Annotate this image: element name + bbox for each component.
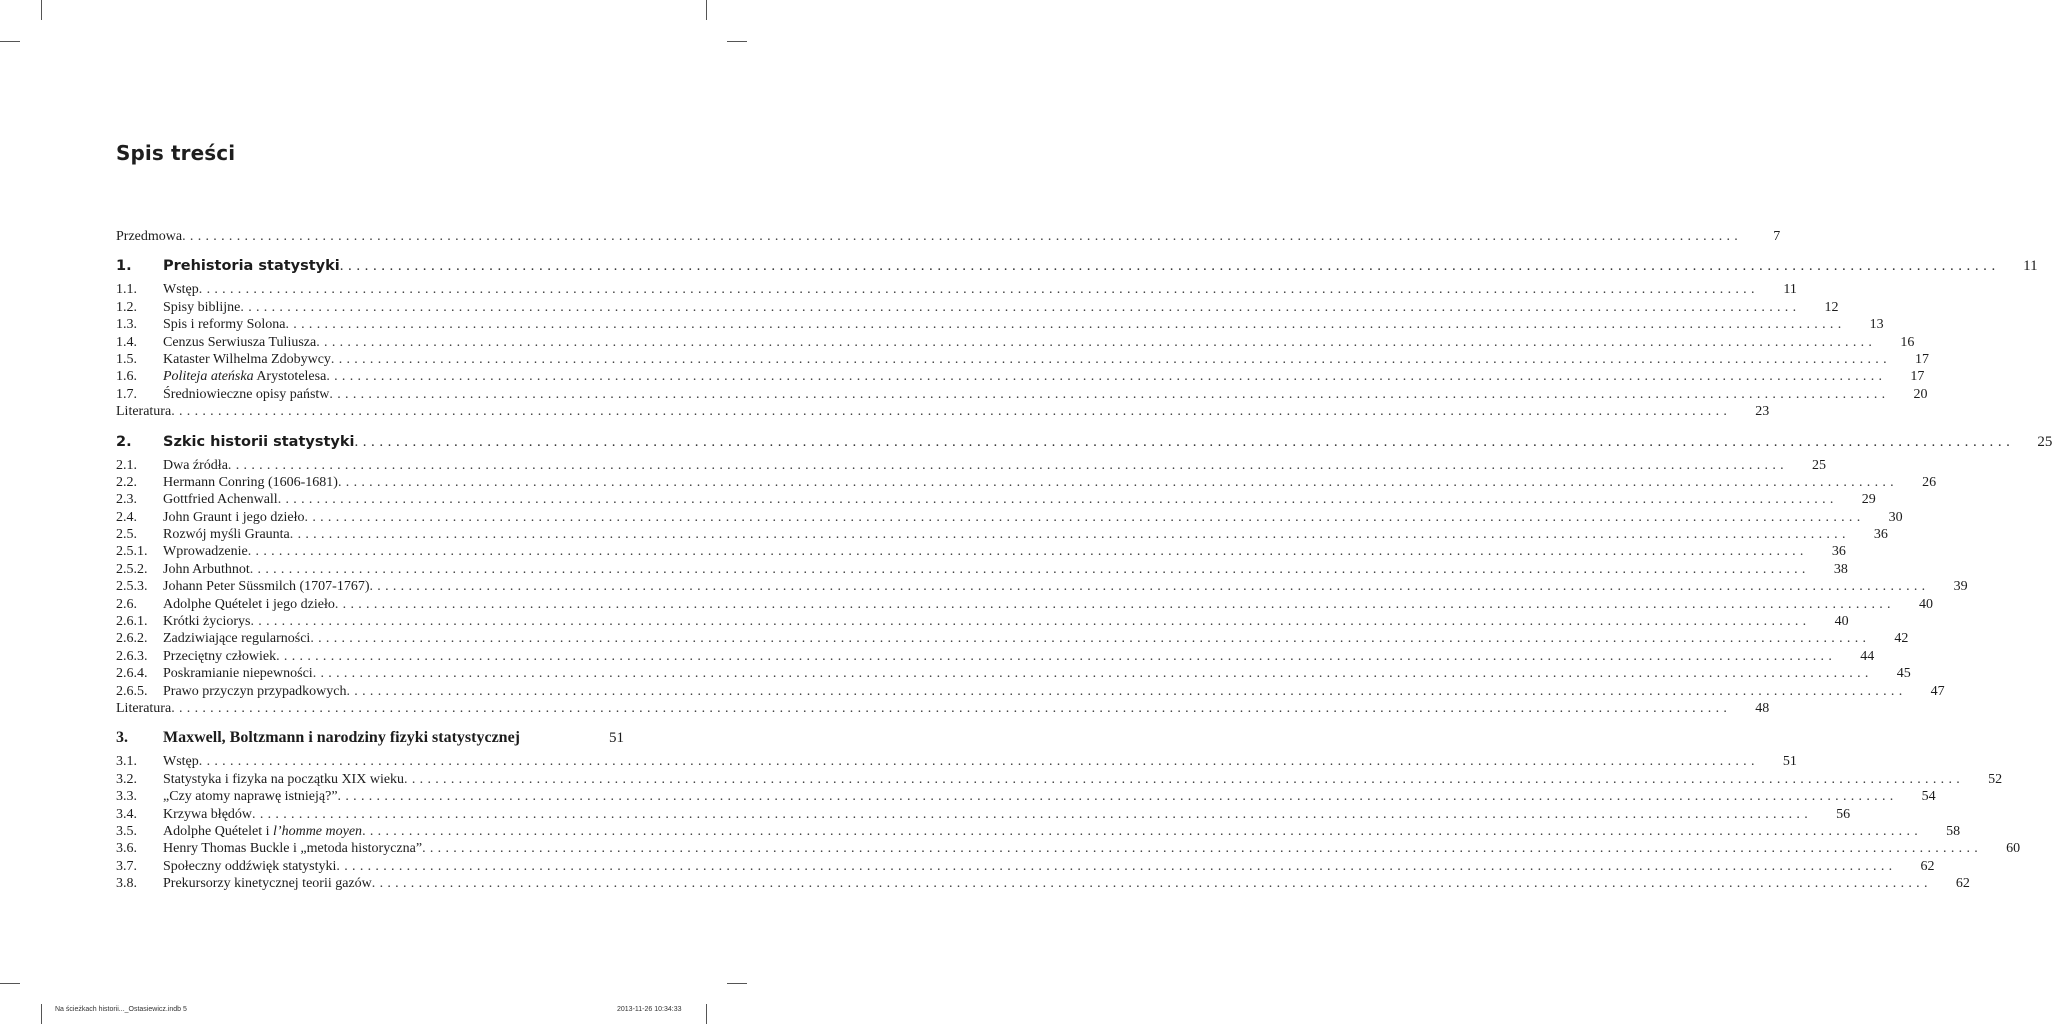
entry-title-text: Średniowieczne opisy państw	[163, 386, 330, 402]
page-number: 60	[2006, 841, 2021, 857]
page-number: 36	[1831, 544, 1846, 560]
dot-leader: . . . . . . . . . . . . . . . . . . . . . . . . . . . . . . . . . . . . . . . . . . . . . . . . . . . . . . . . . . . . . . . . . . . . . . . . . . . . . . . . . . . . . . . . . . . . . . . . . . . . . . . . . . . . . . . . . . . . . . . . . . . . . . . . . . . . . . . . . . . . . . . . . . . . . . . . . . . . . . . . . . . . . . . . . . . . . . . . . . . . . . . . . . . . . . . . . . . . . . . .	[337, 474, 1895, 490]
entry-title	[163, 648, 276, 665]
entry-title	[163, 771, 404, 788]
crop-mark	[706, 0, 707, 20]
toc-entry	[116, 771, 2003, 788]
entry-title	[163, 526, 290, 543]
entry-title-text: Prawo przyczyn przypadkowych	[163, 683, 347, 699]
entry-title	[163, 613, 250, 630]
entry-title	[163, 368, 326, 385]
entry-title	[163, 806, 252, 823]
dot-leader: . . . . . . . . . . . . . . . . . . . . . . . . . . . . . . . . . . . . . . . . . . . . . . . . . . . . . . . . . . . . . . . . . . . . . . . . . . . . . . . . . . . . . . . . . . . . . . . . . . . . . . . . . . . . . . . . . . . . . . . . . . . . . . . . . . . . . . . . . . . . . . . . . . . . . . . . . . . . . . . . . . . . . . . . . . . . . . . . . . . . . . . . . . . . . . . . . . . . . . . .	[171, 700, 1728, 716]
dot-leader: . . . . . . . . . . . . . . . . . . . . . . . . . . . . . . . . . . . . . . . . . . . . . . . . . . . . . . . . . . . . . . . . . . . . . . . . . . . . . . . . . . . . . . . . . . . . . . . . . . . . . . . . . . . . . . . . . . . . . . . . . . . . . . . . . . . . . . . . . . . . . . . . . . . . . . . . . . . . . . . . . . . . . . . . . . . . . . . . . . . . . . . . . . . . . . . . . . . . . . . .	[336, 858, 1893, 874]
toc-entry	[116, 578, 1968, 595]
page-number: 26	[1922, 474, 1937, 490]
entry-number: 1.1.	[116, 282, 137, 298]
entry-number: 1.	[116, 258, 132, 275]
toc-entry	[116, 386, 1928, 403]
page-number: 40	[1918, 596, 1933, 612]
toc-entry-intro	[116, 228, 1781, 245]
entry-number: 3.6.	[116, 841, 137, 857]
dot-leader: . . . . . . . . . . . . . . . . . . . . . . . . . . . . . . . . . . . . . . . . . . . . . . . . . . . . . . . . . . . . . . . . . . . . . . . . . . . . . . . . . . . . . . . . . . . . . . . . . . . . . . . . . . . . . . . . . . . . . . . . . . . . . . . . . . . . . . . . . . . . . . . . . . . . . . . . . . . . . . . . . . . . . . . . . . . . . . . . . . . . . . . . . . . . . . . . . . . . . . . .	[198, 282, 1755, 298]
page-number: 51	[609, 730, 624, 747]
entry-number: 2.2.	[116, 474, 137, 490]
dot-leader: . . . . . . . . . . . . . . . . . . . . . . . . . . . . . . . . . . . . . . . . . . . . . . . . . . . . . . . . . . . . . . . . . . . . . . . . . . . . . . . . . . . . . . . . . . . . . . . . . . . . . . . . . . . . . . . . . . . . . . . . . . . . . . . . . . . . . . . . . . . . . . . . . . . . . . . . . . . . . . . . . . . . . . . . . . . . . . . . . . . . . . . . . . . . . . . . . . . . . . . .	[276, 648, 1833, 664]
entry-number: 3.8.	[116, 876, 137, 892]
dot-leader: . . . . . . . . . . . . . . . . . . . . . . . . . . . . . . . . . . . . . . . . . . . . . . . . . . . . . . . . . . . . . . . . . . . . . . . . . . . . . . . . . . . . . . . . . . . . . . . . . . . . . . . . . . . . . . . . . . . . . . . . . . . . . . . . . . . . . . . . . . . . . . . . . . . . . . . . . . . . . . . . . . . . . . . . . . . . . . . . . . . . . . . . . . . . . . . . . . . . . . . .	[346, 683, 1903, 699]
page-number: 40	[1834, 614, 1849, 630]
dot-leader: . . . . . . . . . . . . . . . . . . . . . . . . . . . . . . . . . . . . . . . . . . . . . . . . . . . . . . . . . . . . . . . . . . . . . . . . . . . . . . . . . . . . . . . . . . . . . . . . . . . . . . . . . . . . . . . . . . . . . . . . . . . . . . . . . . . . . . . . . . . . . . . . . . . . . . . . . . . . . . . . . . . . . . . . . . . . . . . . . . . . . . . . . . . . . . . . . . . . . . . .	[277, 492, 1834, 508]
dot-leader: . . . . . . . . . . . . . . . . . . . . . . . . . . . . . . . . . . . . . . . . . . . . . . . . . . . . . . . . . . . . . . . . . . . . . . . . . . . . . . . . . . . . . . . . . . . . . . . . . . . . . . . . . . . . . . . . . . . . . . . . . . . . . . . . . . . . . . . . . . . . . . . . . . . . . . . . . . . . . . . . . . . . . . . . . . . . . . . . . . . . . . . . . . . . . . . . . . . . . . . .	[240, 299, 1797, 315]
toc-entry	[116, 561, 1848, 578]
entry-title	[163, 727, 588, 749]
page-number: 7	[1773, 229, 1781, 244]
entry-number: 2.	[116, 433, 132, 450]
entry-title-text: Poskramianie niepewności	[163, 666, 313, 682]
entry-number: 3.4.	[116, 806, 137, 822]
crop-mark	[0, 41, 20, 42]
entry-title	[163, 788, 338, 805]
dot-leader: . . . . . . . . . . . . . . . . . . . . . . . . . . . . . . . . . . . . . . . . . . . . . . . . . . . . . . . . . . . . . . . . . . . . . . . . . . . . . . . . . . . . . . . . . . . . . . . . . . . . . . . . . . . . . . . . . . . . . . . . . . . . . . . . . . . . . . . . . . . . . . . . . . . . . . . . . . . . . . . . . . . . . . . . . . . . . . . . . . . . . . . . . . . . . . . . . . . . . . . .	[182, 229, 1739, 244]
toc-entry	[116, 526, 1888, 543]
dot-leader: . . . . . . . . . . . . . . . . . . . . . . . . . . . . . . . . . . . . . . . . . . . . . . . . . . . . . . . . . . . . . . . . . . . . . . . . . . . . . . . . . . . . . . . . . . . . . . . . . . . . . . . . . . . . . . . . . . . . . . . . . . . . . . . . . . . . . . . . . . . . . . . . . . . . . . . . . . . . . . . . . . . . . . . . . . . . . . . . . . . . . . . . . . . . . . . . . . . . . . . .	[339, 258, 1996, 275]
crop-mark	[41, 0, 42, 20]
entry-title	[163, 578, 369, 595]
entry-title-text: Kataster Wilhelma Zdobywcy	[163, 351, 331, 367]
page-number: 47	[1930, 683, 1945, 699]
toc-entry	[116, 299, 1839, 316]
entry-number: 2.5.3.	[116, 579, 148, 595]
entry-title-text: Wstęp	[163, 282, 199, 298]
entry-title	[163, 875, 372, 892]
entry-title	[163, 491, 278, 508]
footer-timestamp: 2013-11-26 10:34:33	[617, 1006, 682, 1013]
entry-title-text: Gottfried Achenwall	[163, 492, 278, 508]
dot-leader: . . . . . . . . . . . . . . . . . . . . . . . . . . . . . . . . . . . . . . . . . . . . . . . . . . . . . . . . . . . . . . . . . . . . . . . . . . . . . . . . . . . . . . . . . . . . . . . . . . . . . . . . . . . . . . . . . . . . . . . . . . . . . . . . . . . . . . . . . . . . . . . . . . . . . . . . . . . . . . . . . . . . . . . . . . . . . . . . . . . . . . . . . . . . . . . . . . . . . . . .	[404, 771, 1961, 787]
page-number: 56	[1836, 806, 1851, 822]
dot-leader: . . . . . . . . . . . . . . . . . . . . . . . . . . . . . . . . . . . . . . . . . . . . . . . . . . . . . . . . . . . . . . . . . . . . . . . . . . . . . . . . . . . . . . . . . . . . . . . . . . . . . . . . . . . . . . . . . . . . . . . . . . . . . . . . . . . . . . . . . . . . . . . . . . . . . . . . . . . . . . . . . . . . . . . . . . . . . . . . . . . . . . . . . . . . . . . . . . . . . . . .	[337, 789, 1894, 805]
toc-entry-literature	[116, 700, 1770, 717]
page-number: 29	[1861, 492, 1876, 508]
toc-entry	[116, 334, 1915, 351]
entry-title-text: Literatura	[116, 700, 172, 716]
entry-title-text: „Czy atomy naprawę istnieją?”	[163, 789, 338, 805]
dot-leader: . . . . . . . . . . . . . . . . . . . . . . . . . . . . . . . . . . . . . . . . . . . . . . . . . . . . . . . . . . . . . . . . . . . . . . . . . . . . . . . . . . . . . . . . . . . . . . . . . . . . . . . . . . . . . . . . . . . . . . . . . . . . . . . . . . . . . . . . . . . . . . . . . . . . . . . . . . . . . . . . . . . . . . . . . . . . . . . . . . . . . . . . . . . . . . . . . . . . . . . .	[285, 317, 1842, 333]
entry-title	[163, 509, 305, 526]
dot-leader: . . . . . . . . . . . . . . . . . . . . . . . . . . . . . . . . . . . . . . . . . . . . . . . . . . . . . . . . . . . . . . . . . . . . . . . . . . . . . . . . . . . . . . . . . . . . . . . . . . . . . . . . . . . . . . . . . . . . . . . . . . . . . . . . . . . . . . . . . . . . . . . . . . . . . . . . . . . . . . . . . . . . . . . . . . . . . . . . . . . . . . . . . . . . . . . . . . . . . . . .	[198, 754, 1755, 770]
page-number: 44	[1860, 648, 1875, 664]
entry-number: 2.6.1.	[116, 614, 148, 630]
page-number: 36	[1873, 527, 1888, 543]
toc-entry	[116, 457, 1827, 474]
page-number: 20	[1913, 386, 1928, 402]
entry-title-text: Statystyka i fizyka na początku XIX wieku	[163, 771, 405, 787]
page-number: 16	[1900, 334, 1915, 350]
entry-title-italic: Politeja ateńska	[163, 369, 254, 385]
toc-entry	[116, 788, 1936, 805]
page-number: 39	[1953, 579, 1968, 595]
entry-number: 3.5.	[116, 823, 137, 839]
entry-title-text: Prehistoria statystyki	[163, 258, 340, 275]
entry-title	[163, 316, 286, 333]
entry-number: 3.3.	[116, 789, 137, 805]
entry-title-text: Adolphe Quételet i jego dzieło	[163, 596, 335, 612]
entry-number: 2.3.	[116, 492, 137, 508]
entry-title-text: Szkic historii statystyki	[163, 433, 355, 450]
entry-title	[163, 431, 354, 453]
entry-title-text: Społeczny oddźwięk statystyki	[163, 858, 337, 874]
page-number: 62	[1955, 876, 1970, 892]
entry-title	[163, 823, 362, 840]
entry-number: 1.3.	[116, 317, 137, 333]
page-number: 54	[1921, 789, 1936, 805]
dot-leader: . . . . . . . . . . . . . . . . . . . . . . . . . . . . . . . . . . . . . . . . . . . . . . . . . . . . . . . . . . . . . . . . . . . . . . . . . . . . . . . . . . . . . . . . . . . . . . . . . . . . . . . . . . . . . . . . . . . . . . . . . . . . . . . . . . . . . . . . . . . . . . . . . . . . . . . . . . . . . . . . . . . . . . . . . . . . . . . . . . . . . . . . . . . . . . . . . . . . . . . .	[354, 433, 2011, 450]
page-title: Spis treści	[116, 141, 236, 165]
entry-title-text: Arystotelesa	[253, 369, 327, 385]
toc-entry	[116, 316, 1884, 333]
entry-title	[163, 255, 340, 277]
dot-leader: . . . . . . . . . . . . . . . . . . . . . . . . . . . . . . . . . . . . . . . . . . . . . . . . . . . . . . . . . . . . . . . . . . . . . . . . . . . . . . . . . . . . . . . . . . . . . . . . . . . . . . . . . . . . . . . . . . . . . . . . . . . . . . . . . . . . . . . . . . . . . . . . . . . . . . . . . . . . . . . . . . . . . . . . . . . . . . . . . . . . . . . . . . . . . . . . . . . . . . . .	[326, 369, 1883, 385]
toc-entry	[116, 596, 1933, 613]
entry-title-text: Spisy biblijne	[163, 299, 241, 315]
toc-entry	[116, 281, 1797, 298]
page-number: 58	[1946, 823, 1961, 839]
entry-title-text: Rozwój myśli Graunta	[163, 527, 290, 543]
entry-title	[163, 858, 336, 875]
entry-number: 1.7.	[116, 386, 137, 402]
page-number: 42	[1894, 631, 1909, 647]
toc-entry	[116, 368, 1925, 385]
entry-number: 2.5.2.	[116, 561, 148, 577]
entry-title	[163, 474, 338, 491]
entry-number: 3.7.	[116, 858, 137, 874]
entry-title	[163, 561, 250, 578]
page-number: 11	[1783, 282, 1797, 298]
crop-mark	[727, 983, 747, 984]
entry-title-italic: l’homme moyen	[273, 823, 363, 839]
chapter-heading	[116, 431, 2052, 453]
entry-title-text: Krótki życiorys	[163, 614, 251, 630]
toc-entry-literature	[116, 403, 1770, 420]
entry-number: 2.6.	[116, 596, 137, 612]
page-number: 38	[1833, 561, 1848, 577]
entry-title-text: Literatura	[116, 404, 172, 420]
dot-leader: . . . . . . . . . . . . . . . . . . . . . . . . . . . . . . . . . . . . . . . . . . . . . . . . . . . . . . . . . . . . . . . . . . . . . . . . . . . . . . . . . . . . . . . . . . . . . . . . . . . . . . . . . . . . . . . . . . . . . . . . . . . . . . . . . . . . . . . . . . . . . . . . . . . . . . . . . . . . . . . . . . . . . . . . . . . . . . . . . . . . . . . . . . . . . . . . . . . . . . . .	[227, 457, 1785, 473]
entry-title-text: John Graunt i jego dzieło	[163, 509, 305, 525]
toc-entry	[116, 840, 2021, 857]
entry-title-text: Przedmowa	[116, 229, 183, 244]
entry-title	[163, 457, 228, 474]
entry-title-text: Spis i reformy Solona	[163, 317, 286, 333]
entry-number: 2.5.	[116, 527, 137, 543]
toc-entry	[116, 509, 1903, 526]
page-number: 30	[1888, 509, 1903, 525]
page-number: 25	[2037, 433, 2052, 450]
page-number: 13	[1869, 317, 1884, 333]
dot-leader: . . . . . . . . . . . . . . . . . . . . . . . . . . . . . . . . . . . . . . . . . . . . . . . . . . . . . . . . . . . . . . . . . . . . . . . . . . . . . . . . . . . . . . . . . . . . . . . . . . . . . . . . . . . . . . . . . . . . . . . . . . . . . . . . . . . . . . . . . . . . . . . . . . . . . . . . . . . . . . . . . . . . . . . . . . . . . . . . . . . . . . . . . . . . . . . . . . . . . . . .	[310, 631, 1867, 647]
toc-entry	[116, 613, 1849, 630]
entry-number: 2.1.	[116, 457, 137, 473]
toc-entry	[116, 648, 1875, 665]
entry-number: 1.6.	[116, 369, 137, 385]
toc-entry	[116, 543, 1846, 560]
entry-title	[163, 840, 422, 857]
entry-number: 1.4.	[116, 334, 137, 350]
dot-leader: . . . . . . . . . . . . . . . . . . . . . . . . . . . . . . . . . . . . . . . . . . . . . . . . . . . . . . . . . . . . . . . . . . . . . . . . . . . . . . . . . . . . . . . . . . . . . . . . . . . . . . . . . . . . . . . . . . . . . . . . . . . . . . . . . . . . . . . . . . . . . . . . . . . . . . . . . . . . . . . . . . . . . . . . . . . . . . . . . . . . . . . . . . . . . . . . . . . . . . . .	[304, 509, 1861, 525]
dot-leader: . . . . . . . . . . . . . . . . . . . . . . . . . . . . . . . . . . . . . . . . . . . . . . . . . . . . . . . . . . . . . . . . . . . . . . . . . . . . . . . . . . . . . . . . . . . . . . . . . . . . . . . . . . . . . . . . . . . . . . . . . . . . . . . . . . . . . . . . . . . . . . . . . . . . . . . . . . . . . . . . . . . . . . . . . . . . . . . . . . . . . . . . . . . . . . . . . . . . . . . .	[247, 544, 1804, 560]
page-number: 62	[1920, 858, 1935, 874]
page-number: 51	[1782, 754, 1797, 770]
dot-leader: . . . . . . . . . . . . . . . . . . . . . . . . . . . . . . . . . . . . . . . . . . . . . . . . . . . . . . . . . . . . . . . . . . . . . . . . . . . . . . . . . . . . . . . . . . . . . . . . . . . . . . . . . . . . . . . . . . . . . . . . . . . . . . . . . . . . . . . . . . . . . . . . . . . . . . . . . . . . . . . . . . . . . . . . . . . . . . . . . . . . . . . . . . . . . . . . . . . . . . . .	[171, 404, 1728, 420]
entry-title	[163, 630, 310, 647]
entry-number: 2.6.3.	[116, 648, 148, 664]
toc-entry	[116, 823, 1961, 840]
dot-leader: . . . . . . . . . . . . . . . . . . . . . . . . . . . . . . . . . . . . . . . . . . . . . . . . . . . . . . . . . . . . . . . . . . . . . . . . . . . . . . . . . . . . . . . . . . . . . . . . . . . . . . . . . . . . . . . . . . . . . . . . . . . . . . . . . . . . . . . . . . . . . . . . . . . . . . . . . . . . . . . . . . . . . . . . . . . . . . . . . . . . . . . . . . . . . . . . . . . . . . . .	[362, 823, 1919, 839]
dot-leader: . . . . . . . . . . . . . . . . . . . . . . . . . . . . . . . . . . . . . . . . . . . . . . . . . . . . . . . . . . . . . . . . . . . . . . . . . . . . . . . . . . . . . . . . . . . . . . . . . . . . . . . . . . . . . . . . . . . . . . . . . . . . . . . . . . . . . . . . . . . . . . . . . . . . . . . . . . . . . . . . . . . . . . . . . . . . . . . . . . . . . . . . . . . . . . . . . . . . . . . .	[422, 841, 1979, 857]
toc-entry	[116, 875, 1970, 892]
entry-title	[116, 403, 171, 420]
toc-entry	[116, 806, 1851, 823]
entry-title	[116, 700, 171, 717]
entry-title-text: Henry Thomas Buckle i „metoda historyczna”	[163, 841, 423, 857]
crop-mark	[727, 41, 747, 42]
entry-title	[163, 683, 347, 700]
toc-entry	[116, 858, 1935, 875]
chapter-heading	[116, 727, 624, 749]
entry-title-text: Krzywa błędów	[163, 806, 253, 822]
entry-title-text: Przeciętny człowiek	[163, 648, 277, 664]
dot-leader: . . . . . . . . . . . . . . . . . . . . . . . . . . . . . . . . . . . . . . . . . . . . . . . . . . . . . . . . . . . . . . . . . . . . . . . . . . . . . . . . . . . . . . . . . . . . . . . . . . . . . . . . . . . . . . . . . . . . . . . . . . . . . . . . . . . . . . . . . . . . . . . . . . . . . . . . . . . . . . . . . . . . . . . . . . . . . . . . . . . . . . . . . . . . . . . . . . . . . . . .	[249, 561, 1806, 577]
entry-title-text: Cenzus Serwiusza Tuliusza	[163, 334, 317, 350]
crop-mark	[41, 1004, 42, 1024]
dot-leader: . . . . . . . . . . . . . . . . . . . . . . . . . . . . . . . . . . . . . . . . . . . . . . . . . . . . . . . . . . . . . . . . . . . . . . . . . . . . . . . . . . . . . . . . . . . . . . . . . . . . . . . . . . . . . . . . . . . . . . . . . . . . . . . . . . . . . . . . . . . . . . . . . . . . . . . . . . . . . . . . . . . . . . . . . . . . . . . . . . . . . . . . . . . . . . . . . . . . . . . .	[329, 386, 1886, 402]
dot-leader: . . . . . . . . . . . . . . . . . . . . . . . . . . . . . . . . . . . . . . . . . . . . . . . . . . . . . . . . . . . . . . . . . . . . . . . . . . . . . . . . . . . . . . . . . . . . . . . . . . . . . . . . . . . . . . . . . . . . . . . . . . . . . . . . . . . . . . . . . . . . . . . . . . . . . . . . . . . . . . . . . . . . . . . . . . . . . . . . . . . . . . . . . . . . . . . . . . . . . . . .	[312, 666, 1869, 682]
entry-title	[163, 753, 199, 770]
dot-leader: . . . . . . . . . . . . . . . . . . . . . . . . . . . . . . . . . . . . . . . . . . . . . . . . . . . . . . . . . . . . . . . . . . . . . . . . . . . . . . . . . . . . . . . . . . . . . . . . . . . . . . . . . . . . . . . . . . . . . . . . . . . . . . . . . . . . . . . . . . . . . . . . . . . . . . . . . . . . . . . . . . . . . . . . . . . . . . . . . . . . . . . . . . . . . . . . . . . . . . . .	[250, 614, 1807, 630]
entry-title	[163, 596, 335, 613]
toc-entry	[116, 683, 1945, 700]
entry-number: 3.2.	[116, 771, 137, 787]
toc-entry	[116, 474, 1937, 491]
footer-file-info: Na ścieżkach historii..._Ostasiewicz.indb 5	[55, 1006, 187, 1013]
entry-title	[163, 281, 199, 298]
page-number: 17	[1915, 351, 1930, 367]
table-of-contents	[116, 228, 2052, 893]
entry-number: 2.4.	[116, 509, 137, 525]
entry-number: 3.	[116, 729, 128, 747]
crop-mark	[706, 1004, 707, 1024]
entry-number: 2.6.2.	[116, 631, 148, 647]
entry-title	[163, 351, 331, 368]
page-number: 23	[1755, 404, 1770, 420]
dot-leader: . . . . . . . . . . . . . . . . . . . . . . . . . . . . . . . . . . . . . . . . . . . . . . . . . . . . . . . . . . . . . . . . . . . . . . . . . . . . . . . . . . . . . . . . . . . . . . . . . . . . . . . . . . . . . . . . . . . . . . . . . . . . . . . . . . . . . . . . . . . . . . . . . . . . . . . . . . . . . . . . . . . . . . . . . . . . . . . . . . . . . . . . . . . . . . . . . . . . . . . .	[289, 527, 1846, 543]
toc-entry	[116, 665, 1911, 682]
entry-title-text: Prekursorzy kinetycznej teorii gazów	[163, 876, 372, 892]
toc-entry	[116, 630, 1909, 647]
entry-title	[116, 228, 182, 245]
entry-title	[163, 543, 248, 560]
entry-title	[163, 334, 316, 351]
toc-entry	[116, 491, 1876, 508]
entry-number: 3.1.	[116, 754, 137, 770]
dot-leader: . . . . . . . . . . . . . . . . . . . . . . . . . . . . . . . . . . . . . . . . . . . . . . . . . . . . . . . . . . . . . . . . . . . . . . . . . . . . . . . . . . . . . . . . . . . . . . . . . . . . . . . . . . . . . . . . . . . . . . . . . . . . . . . . . . . . . . . . . . . . . . . . . . . . . . . . . . . . . . . . . . . . . . . . . . . . . . . . . . . . . . . . . . . . . . . . . . . . . . . .	[371, 876, 1928, 892]
page-number: 12	[1824, 299, 1839, 315]
page-number: 25	[1812, 457, 1827, 473]
entry-number: 2.6.5.	[116, 683, 148, 699]
page-number: 48	[1755, 700, 1770, 716]
dot-leader: . . . . . . . . . . . . . . . . . . . . . . . . . . . . . . . . . . . . . . . . . . . . . . . . . . . . . . . . . . . . . . . . . . . . . . . . . . . . . . . . . . . . . . . . . . . . . . . . . . . . . . . . . . . . . . . . . . . . . . . . . . . . . . . . . . . . . . . . . . . . . . . . . . . . . . . . . . . . . . . . . . . . . . . . . . . . . . . . . . . . . . . . . . . . . . . . . . . . . . . .	[334, 596, 1891, 612]
page-number: 17	[1910, 369, 1925, 385]
crop-mark	[0, 983, 20, 984]
dot-leader: . . . . . . . . . . . . . . . . . . . . . . . . . . . . . . . . . . . . . . . . . . . . . . . . . . . . . . . . . . . . . . . . . . . . . . . . . . . . . . . . . . . . . . . . . . . . . . . . . . . . . . . . . . . . . . . . . . . . . . . . . . . . . . . . . . . . . . . . . . . . . . . . . . . . . . . . . . . . . . . . . . . . . . . . . . . . . . . . . . . . . . . . . . . . . . . . . . . . . . . .	[316, 334, 1873, 350]
entry-title-text: Hermann Conring (1606-1681)	[163, 474, 338, 490]
entry-title-text: Zadziwiające regularności	[163, 631, 311, 647]
entry-title-text: Dwa źródła	[163, 457, 228, 473]
dot-leader: . . . . . . . . . . . . . . . . . . . . . . . . . . . . . . . . . . . . . . . . . . . . . . . . . . . . . . . . . . . . . . . . . . . . . . . . . . . . . . . . . . . . . . . . . . . . . . . . . . . . . . . . . . . . . . . . . . . . . . . . . . . . . . . . . . . . . . . . . . . . . . . . . . . . . . . . . . . . . . . . . . . . . . . . . . . . . . . . . . . . . . . . . . . . . . . . . . . . . . . .	[252, 806, 1809, 822]
page-number: 45	[1896, 666, 1911, 682]
toc-entry	[116, 753, 1797, 770]
entry-title-text: Wstęp	[163, 754, 199, 770]
dot-leader: . . . . . . . . . . . . . . . . . . . . . . . . . . . . . . . . . . . . . . . . . . . . . . . . . . . . . . . . . . . . . . . . . . . . . . . . . . . . . . . . . . . . . . . . . . . . . . . . . . . . . . . . . . . . . . . . . . . . . . . . . . . . . . . . . . . . . . . . . . . . . . . . . . . . . . . . . . . . . . . . . . . . . . . . . . . . . . . . . . . . . . . . . . . . . . . . . . . . . . . .	[330, 351, 1888, 367]
entry-title-text: Maxwell, Boltzmann i narodziny fizyki statystycznej	[163, 729, 521, 747]
entry-title	[163, 665, 313, 682]
page-number: 52	[1988, 771, 2003, 787]
dot-leader: . . . . . . . . . . . . . . . . . . . . . . . . . . . . . . . . . . . . . . . . . . . . . . . . . . . . . . . . . . . . . . . . . . . . . . . . . . . . . . . . . . . . . . . . . . . . . . . . . . . . . . . . . . . . . . . . . . . . . . . . . . . . . . . . . . . . . . . . . . . . . . . . . . . . . . . . . . . . . . . . . . . . . . . . . . . . . . . . . . . . . . . . . . . . . . . . . . . . . . . .	[369, 579, 1926, 595]
entry-title-text: John Arbuthnot	[163, 561, 250, 577]
entry-number: 2.6.4.	[116, 666, 148, 682]
entry-title-text: Adolphe Quételet i	[163, 823, 274, 839]
toc-entry	[116, 351, 1930, 368]
entry-number: 1.5.	[116, 351, 137, 367]
entry-title-text: Wprowadzenie	[163, 544, 248, 560]
entry-number: 2.5.1.	[116, 544, 148, 560]
entry-title-text: Johann Peter Süssmilch (1707-1767)	[163, 579, 370, 595]
chapter-heading	[116, 255, 2038, 277]
entry-title	[163, 386, 329, 403]
entry-title	[163, 299, 240, 316]
page-number: 11	[2023, 258, 2038, 275]
entry-number: 1.2.	[116, 299, 137, 315]
